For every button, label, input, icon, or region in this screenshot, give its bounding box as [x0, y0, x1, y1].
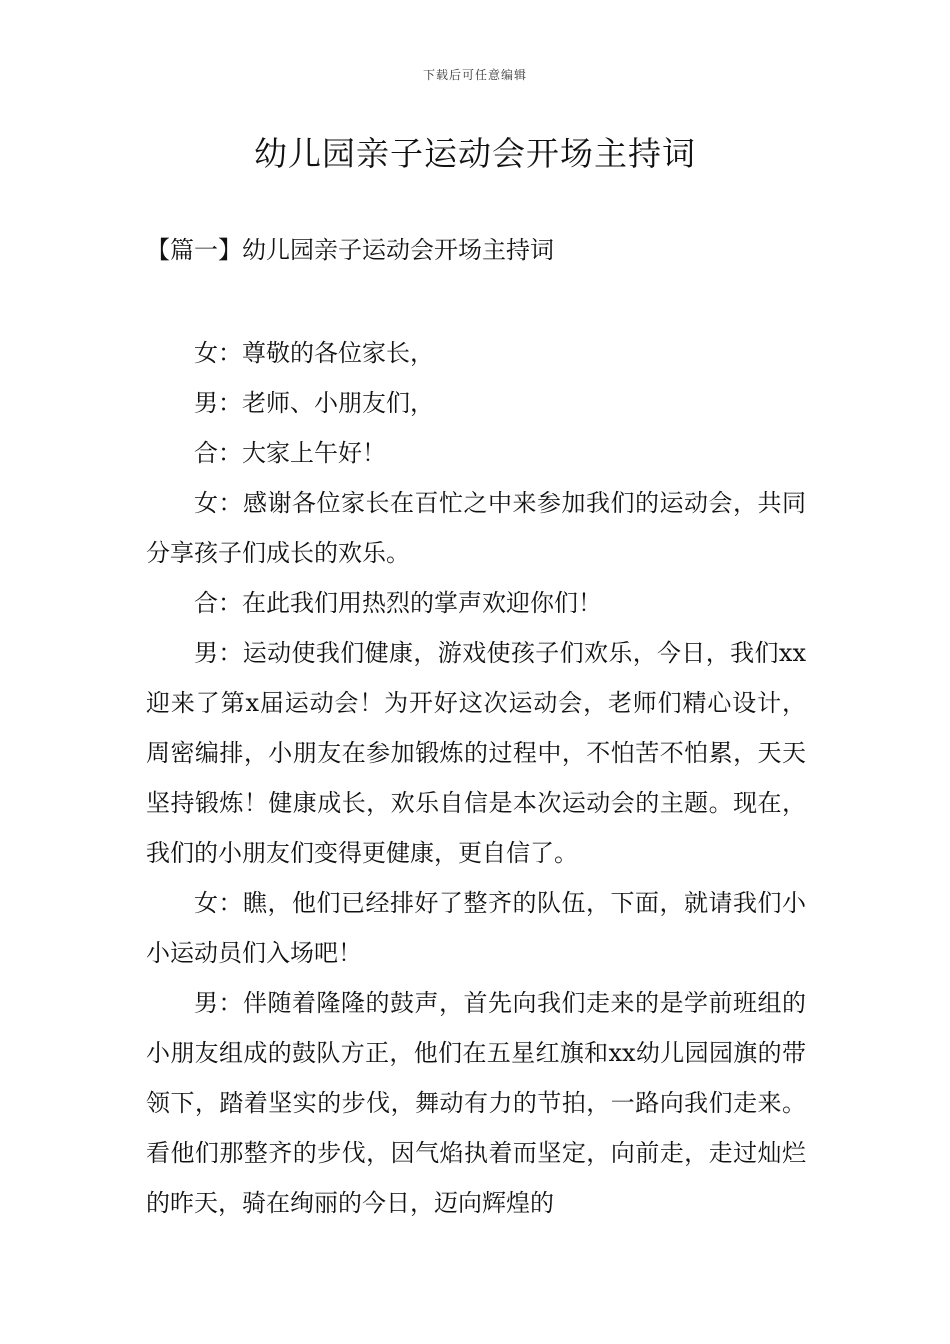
paragraph: 合：大家上午好！ [194, 439, 386, 467]
paragraph: 女：尊敬的各位家长， [194, 339, 434, 367]
section-heading: 【篇一】幼儿园亲子运动会开场主持词 [146, 236, 554, 264]
paragraph: 男：伴随着隆隆的鼓声，首先向我们走来的是学前班组的小朋友组成的鼓队方正，他们在五星红旗和xx幼儿园园旗的带领下，踏着坚实的步伐，舞动有力的节拍，一路向我们走来。看他们那整齐的步伐，因气焰执着而坚定，向前走，走过灿烂的昨天，骑在绚丽的今日，迈向辉煌的 [146, 989, 806, 1217]
paragraph: 男：运动使我们健康，游戏使孩子们欢乐，今日，我们xx迎来了第x届运动会！为开好这次运动会，老师们精心设计，周密编排，小朋友在参加锻炼的过程中，不怕苦不怕累，天天坚持锻炼！健康成长，欢乐自信是本次运动会的主题。现在，我们的小朋友们变得更健康，更自信了。 [146, 639, 806, 867]
paragraph: 合：在此我们用热烈的掌声欢迎你们！ [194, 589, 602, 617]
paragraph: 女：感谢各位家长在百忙之中来参加我们的运动会，共同分享孩子们成长的欢乐。 [146, 489, 806, 567]
document-body [146, 328, 806, 1228]
paragraph: 男：老师、小朋友们， [194, 389, 434, 417]
document-title: 幼儿园亲子运动会开场主持词 [254, 134, 696, 173]
header-note: 下载后可任意编辑 [422, 68, 527, 82]
paragraph: 女：瞧，他们已经排好了整齐的队伍，下面，就请我们小小运动员们入场吧！ [146, 889, 806, 967]
